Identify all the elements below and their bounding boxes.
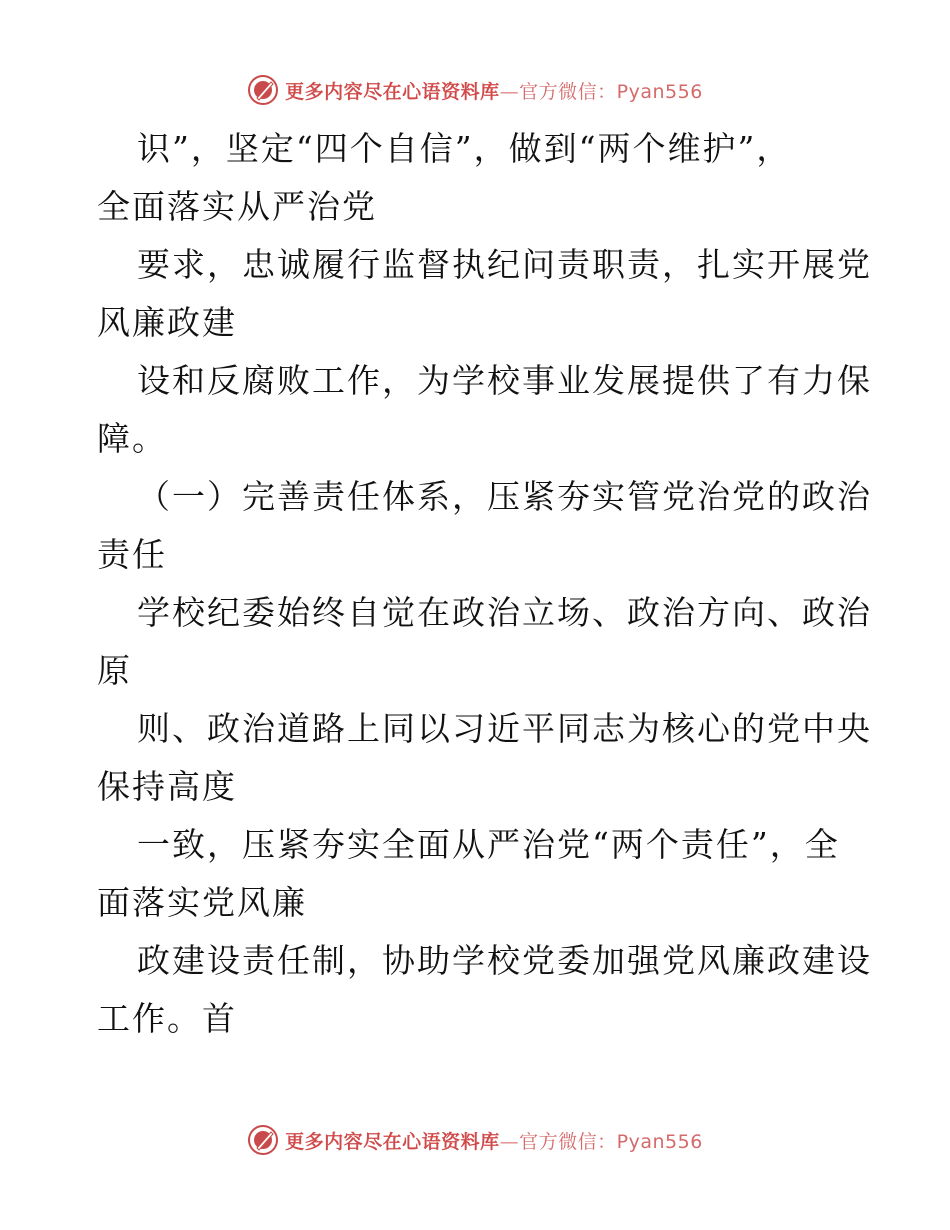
body-line: 一致，压紧夯实全面从严治党“两个责任”，全 [137, 825, 840, 864]
watermark-text [285, 77, 703, 104]
body-line: 风廉政建 [97, 303, 237, 342]
body-line: 学校纪委始终自觉在政治立场、政治方向、政治 [137, 593, 872, 632]
watermark-main: 更多内容尽在心语资料库 [285, 80, 500, 103]
watermark-tail: 官方微信：Pyan556 [519, 1130, 703, 1153]
pen-logo-icon [247, 74, 279, 106]
watermark-tail: 官方微信：Pyan556 [519, 80, 703, 103]
body-line: 障。 [97, 419, 167, 458]
body-line: 则、政治道路上同以习近平同志为核心的党中央 [137, 709, 872, 748]
body-line: 设和反腐败工作，为学校事业发展提供了有力保 [137, 361, 872, 400]
watermark-text [285, 1127, 703, 1154]
body-line: 面落实党风廉 [97, 883, 307, 922]
footer-watermark [0, 1120, 950, 1160]
section-heading: （一）完善责任体系，压紧夯实管党治党的政治 [137, 477, 872, 516]
body-line: 保持高度 [97, 767, 237, 806]
pen-logo-icon [247, 1124, 279, 1156]
body-line: 要求，忠诚履行监督执纪问责职责，扎实开展党 [137, 245, 872, 284]
body-line: 工作。首 [97, 999, 237, 1038]
body-line: 政建设责任制，协助学校党委加强党风廉政建设 [137, 941, 872, 980]
body-line: 原 [97, 651, 132, 690]
watermark-dash: — [499, 80, 520, 103]
body-line: 识”，坚定“四个自信”，做到“两个维护”， [137, 129, 792, 168]
document-body [97, 120, 872, 1048]
section-heading-cont: 责任 [97, 535, 167, 574]
body-line: 全面落实从严治党 [97, 187, 377, 226]
watermark-dash: — [499, 1130, 520, 1153]
header-watermark [0, 70, 950, 110]
watermark-main: 更多内容尽在心语资料库 [285, 1130, 500, 1153]
